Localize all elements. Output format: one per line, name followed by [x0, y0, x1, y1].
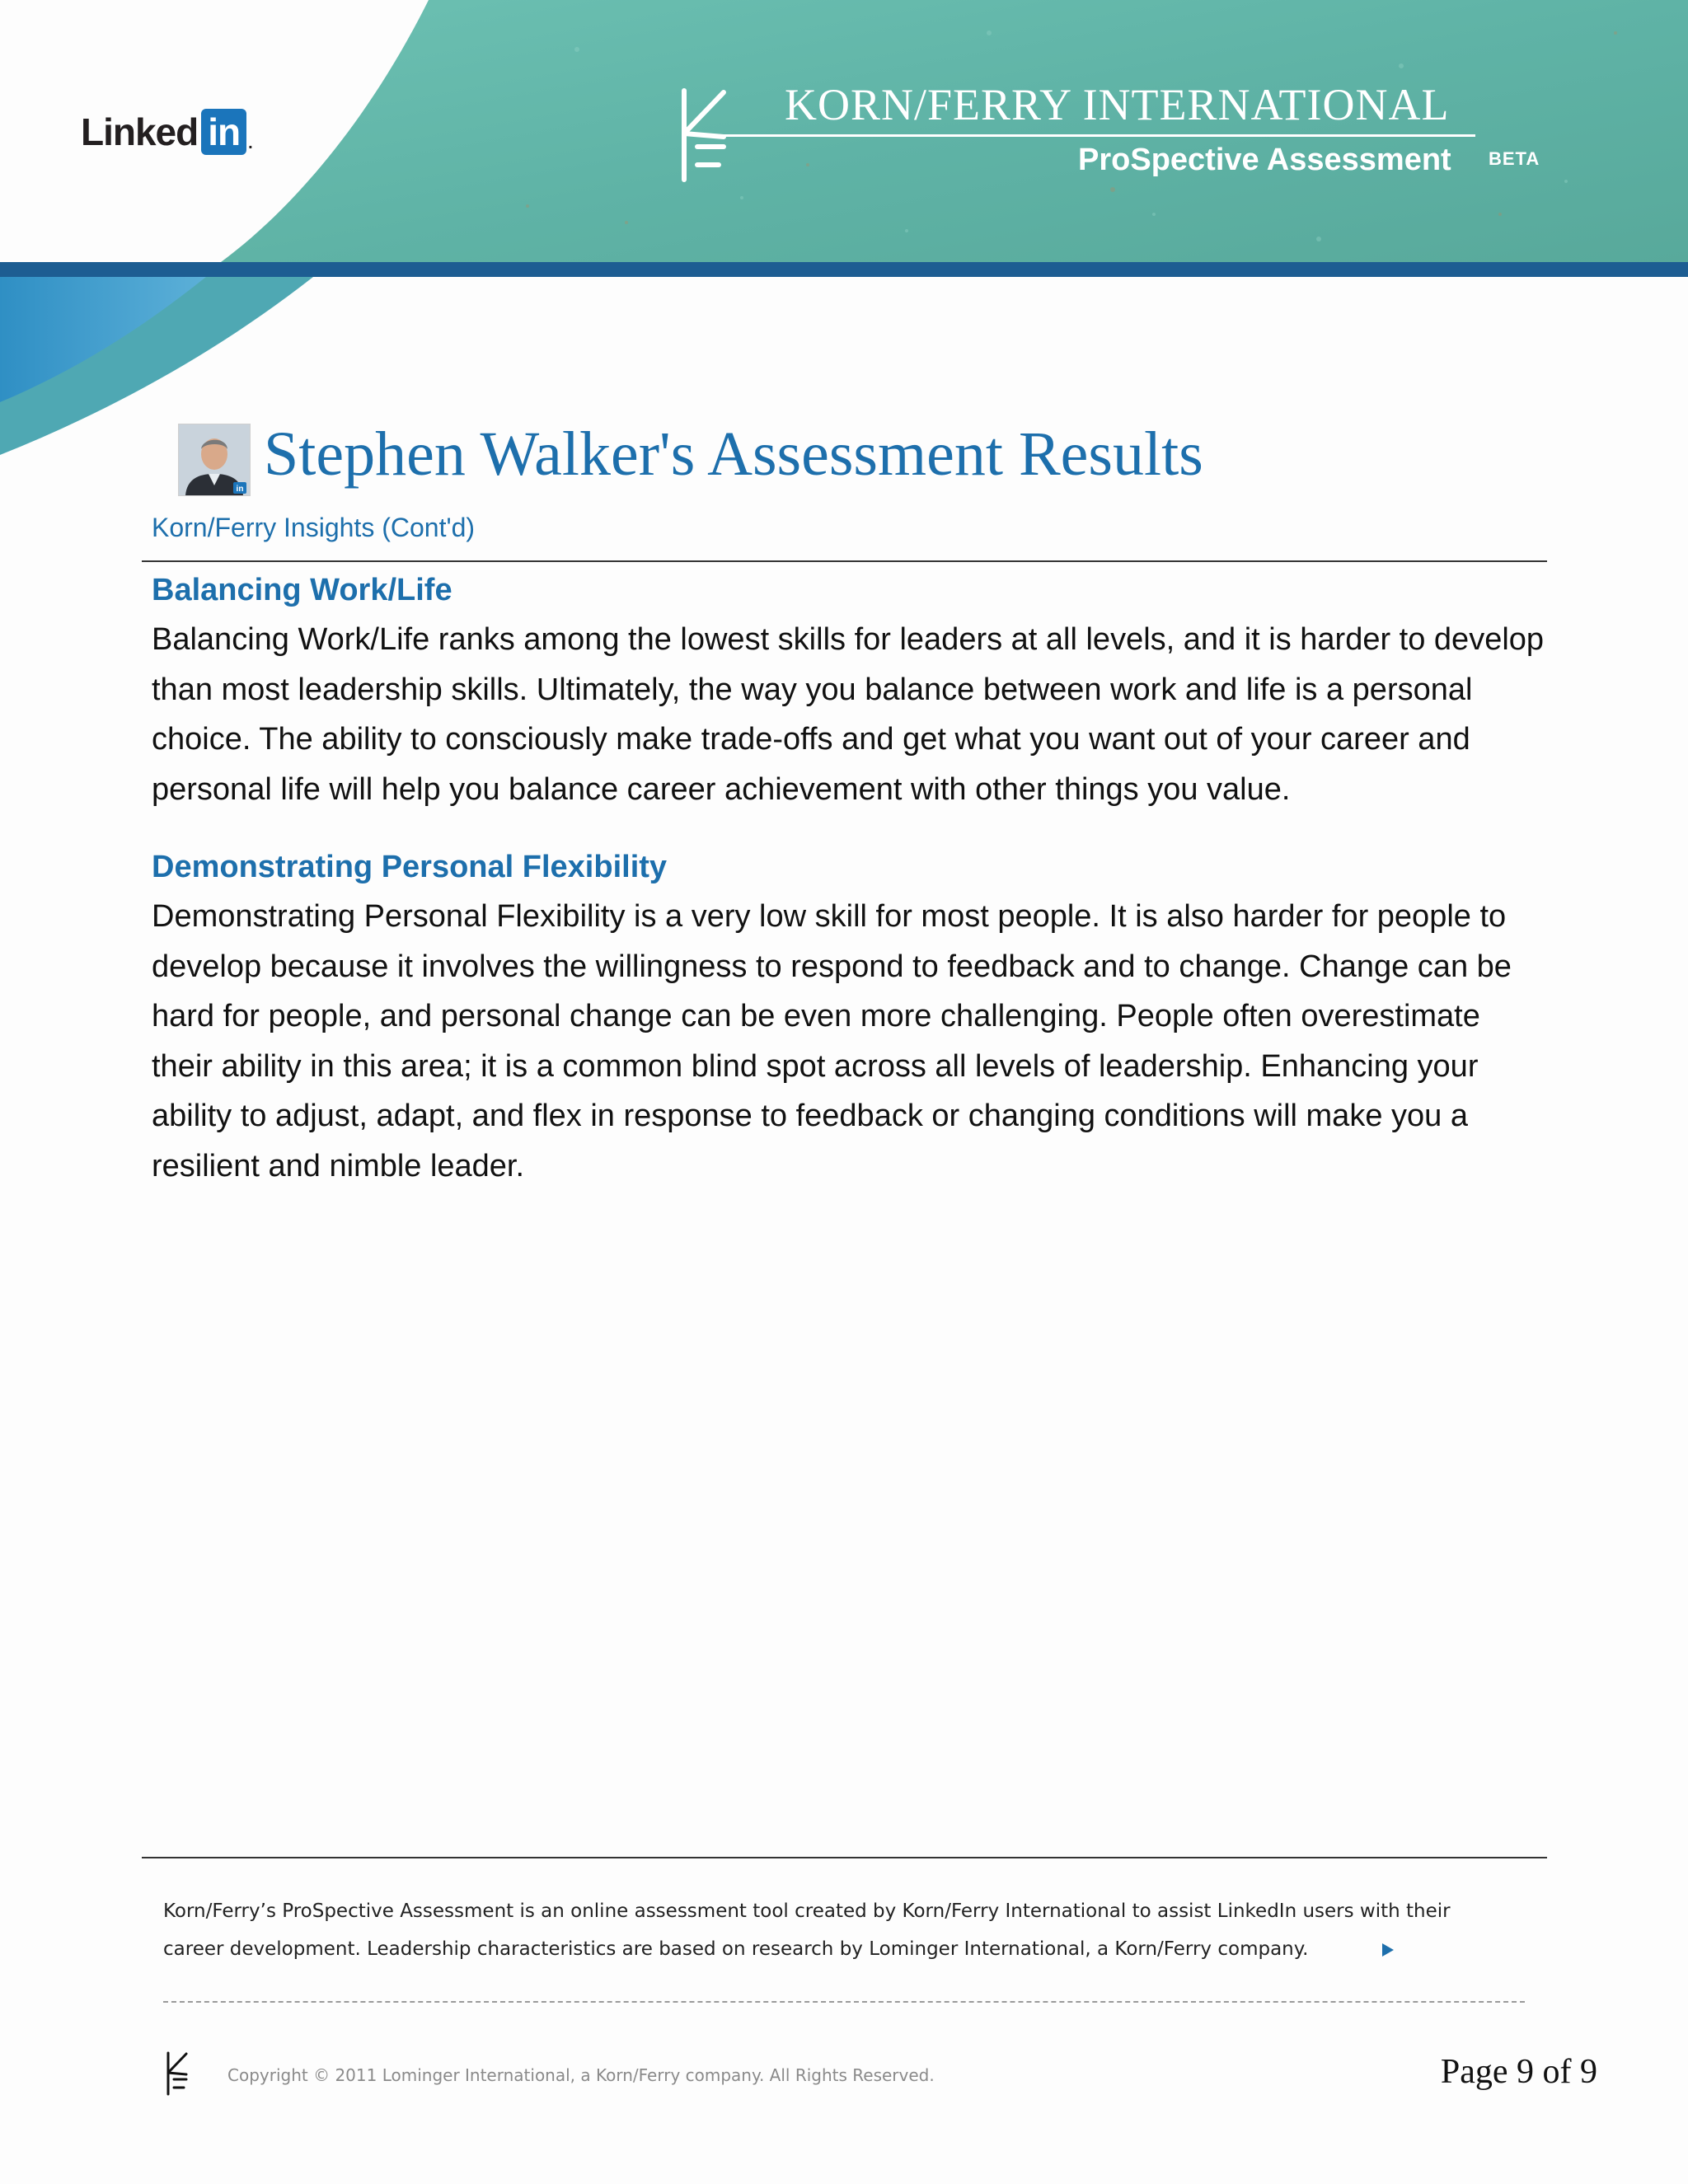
page-number: Page 9 of 9 — [1440, 2053, 1597, 2091]
footer-note — [163, 1892, 1498, 1968]
copyright-text: Copyright © 2011 Lominger International, a Korn/Ferry company. All Rights Reserved. — [227, 2065, 935, 2085]
product-name: ProSpective Assessment — [1078, 143, 1451, 177]
footer-note-text: Korn/Ferry’s ProSpective Assessment is an online assessment tool created by Korn/Ferry International to assist LinkedIn users with their career development. Leadership characteristics are based on research by Lominger International, a Korn/Ferry company. — [163, 1900, 1451, 1960]
section-divider — [142, 560, 1547, 562]
header-banner — [0, 0, 1688, 462]
korn-ferry-footer-logo-icon — [163, 2050, 196, 2097]
header-divider — [710, 134, 1475, 137]
insight-personal-flexibility — [152, 842, 1545, 1191]
avatar — [178, 424, 251, 496]
footer-dashed-divider — [163, 2001, 1525, 2003]
insight-heading: Balancing Work/Life — [152, 573, 452, 607]
linkedin-logo-dot: . — [248, 134, 252, 152]
insight-balancing-work-life — [152, 565, 1545, 814]
play-arrow-icon[interactable] — [1382, 1943, 1394, 1957]
company-name: KORN/FERRY INTERNATIONAL — [785, 80, 1450, 129]
section-label: Korn/Ferry Insights (Cont'd) — [152, 513, 476, 542]
profile-photo-icon — [179, 424, 250, 495]
beta-badge: BETA — [1489, 148, 1540, 169]
insights-content — [152, 565, 1545, 1219]
insight-text: Demonstrating Personal Flexibility is a very low skill for most people. It is also harder for people to develop because it involves the willingness to respond to feedback and to change. Change can be hard for people, and personal change can be even more challenging. People often overestimate their ability in this area; it is a common blind spot across all levels of leadership. Enhancing your ability to adjust, adapt, and flex in response to feedback or changing conditions will make you a resilient and nimble leader. — [152, 899, 1512, 1183]
footer-divider — [142, 1857, 1547, 1858]
insight-heading: Demonstrating Personal Flexibility — [152, 850, 668, 884]
insight-text: Balancing Work/Life ranks among the lowest skills for leaders at all levels, and it is harder to develop than most leadership skills. Ultimately, the way you balance between work and life is a personal choice. The ability to consciously make trade-offs and get what you want out of your career and personal life will help you balance career achievement with other things you value. — [152, 622, 1545, 807]
linkedin-logo-word: Linked — [81, 110, 199, 153]
page-title: Stephen Walker's Assessment Results — [264, 419, 1203, 489]
linkedin-logo — [81, 107, 252, 157]
svg-text:in: in — [236, 485, 244, 494]
linkedin-logo-in: in — [201, 109, 246, 155]
